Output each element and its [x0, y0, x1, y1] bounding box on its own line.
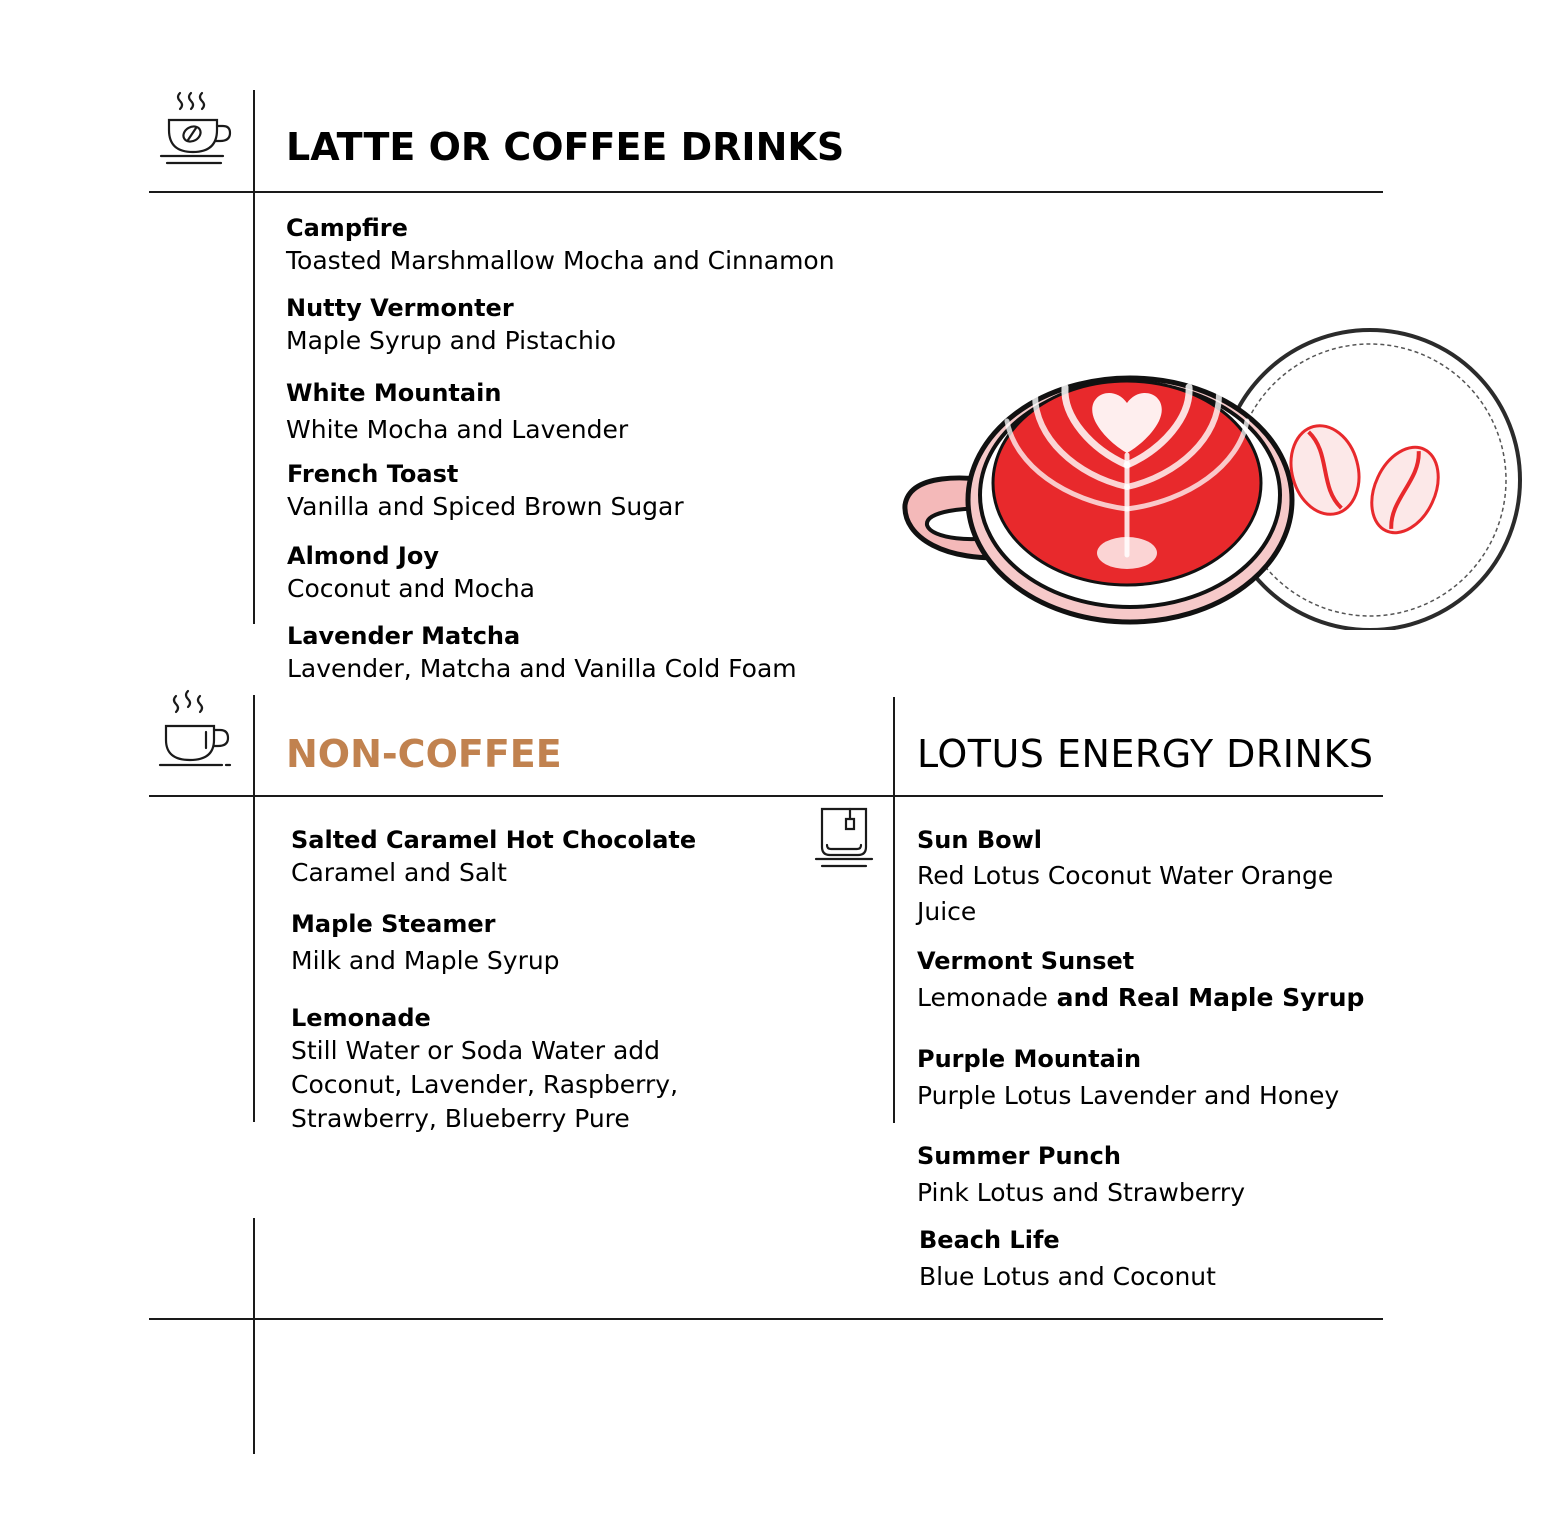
rule-under-noncoffee-heading — [149, 795, 1383, 797]
item-description-emphasis: and Real Maple Syrup — [1047, 983, 1365, 1012]
latte-item-lavender-matcha — [287, 620, 797, 686]
item-name: Lavender Matcha — [287, 622, 521, 650]
lotus-item-vermont-sunset — [917, 945, 1364, 1015]
noncoffee-item-salted-caramel-hot-chocolate — [291, 824, 696, 890]
item-name: Purple Mountain — [917, 1045, 1142, 1073]
item-name: French Toast — [287, 460, 459, 488]
item-description: Red Lotus Coconut Water Orange Juice — [917, 861, 1334, 926]
tea-cup-icon — [812, 805, 876, 871]
lotus-item-purple-mountain — [917, 1043, 1339, 1113]
item-description: Blue Lotus and Coconut — [919, 1262, 1216, 1291]
item-name: Salted Caramel Hot Chocolate — [291, 826, 697, 854]
item-description: Lavender, Matcha and Vanilla Cold Foam — [287, 654, 797, 683]
item-description: White Mocha and Lavender — [286, 415, 629, 444]
item-name: Lemonade — [291, 1004, 431, 1032]
noncoffee-section-heading: NON-COFFEE — [286, 732, 562, 776]
hot-cup-icon — [158, 688, 234, 770]
item-description: Purple Lotus Lavender and Honey — [917, 1081, 1340, 1110]
item-description: Vanilla and Spiced Brown Sugar — [287, 492, 684, 521]
item-name: Sun Bowl — [917, 826, 1042, 854]
item-description: Coconut and Mocha — [287, 574, 535, 603]
item-description — [917, 981, 1364, 1015]
rule-column-divider — [893, 697, 895, 1123]
lotus-item-beach-life — [919, 1224, 1216, 1294]
item-description: Still Water or Soda Water add Coconut, Lavender, Raspberry, Strawberry, Blueberry Pure — [291, 1036, 679, 1133]
item-description: Caramel and Salt — [291, 858, 507, 887]
item-description: Maple Syrup and Pistachio — [286, 326, 617, 355]
noncoffee-item-maple-steamer — [291, 908, 560, 978]
item-name: Vermont Sunset — [917, 947, 1135, 975]
latte-item-white-mountain — [286, 377, 628, 447]
coffee-cup-bean-icon — [158, 88, 234, 168]
rule-under-latte-heading — [149, 191, 1383, 193]
item-name: Summer Punch — [917, 1142, 1121, 1170]
item-description: Toasted Marshmallow Mocha and Cinnamon — [286, 246, 835, 275]
rule-latte-left — [253, 90, 255, 624]
item-description: Pink Lotus and Strawberry — [917, 1178, 1246, 1207]
latte-item-french-toast — [287, 458, 684, 524]
item-name: Campfire — [286, 214, 408, 242]
item-name: Nutty Vermonter — [286, 294, 514, 322]
latte-item-campfire — [286, 212, 835, 278]
item-description-part: Lemonade — [917, 983, 1048, 1012]
noncoffee-item-lemonade — [291, 1002, 721, 1136]
rule-bottom-left — [253, 1218, 255, 1454]
latte-section-heading: LATTE OR COFFEE DRINKS — [286, 125, 845, 169]
item-name: White Mountain — [286, 379, 502, 407]
item-name: Maple Steamer — [291, 910, 496, 938]
lotus-item-summer-punch — [917, 1140, 1245, 1210]
latte-art-cup-and-coffee-beans-illustration — [895, 325, 1525, 630]
lotus-item-sun-bowl — [917, 824, 1377, 930]
item-description: Milk and Maple Syrup — [291, 946, 560, 975]
latte-item-nutty-vermonter — [286, 292, 616, 358]
item-name: Beach Life — [919, 1226, 1060, 1254]
latte-item-almond-joy — [287, 540, 535, 606]
rule-bottom — [149, 1318, 1383, 1320]
lotus-section-heading: LOTUS ENERGY DRINKS — [917, 732, 1374, 776]
item-name: Almond Joy — [287, 542, 439, 570]
rule-noncoffee-left — [253, 695, 255, 1122]
